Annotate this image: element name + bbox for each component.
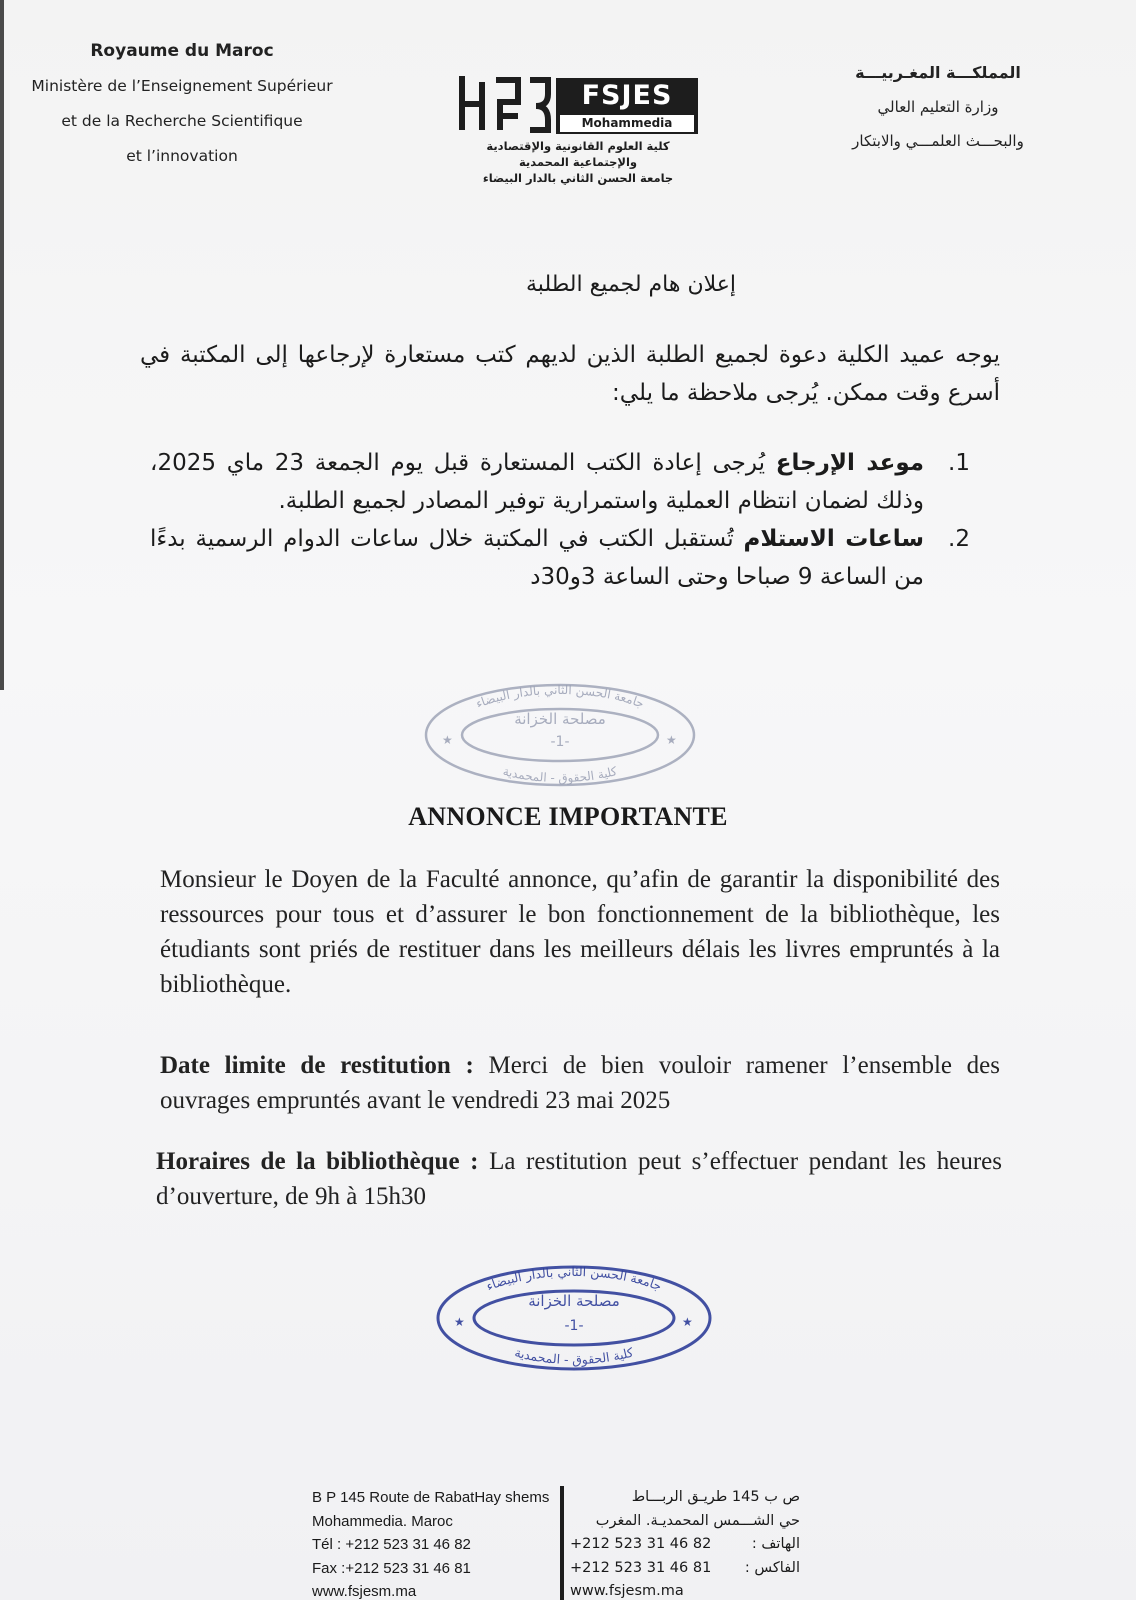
- hours-text: La restitution peut s’effectuer pendant les heures d’ouverture, de 9h à 15h30: [156, 1148, 1002, 1210]
- page-edge-shadow: [0, 0, 4, 690]
- footer-contact-fr: [312, 1486, 562, 1600]
- deadline-paragraph: [160, 1048, 1000, 1118]
- stamp-faded-number: -1-: [550, 734, 570, 750]
- ministry-line-1-ar: وزارة التعليم العالي: [877, 98, 999, 116]
- library-stamp-faded: [420, 680, 700, 790]
- footer-phone: Tél : +212 523 31 46 82: [312, 1536, 471, 1553]
- list-item-heading: موعد الإرجاع: [775, 450, 924, 476]
- list-item-number: 2.: [948, 526, 970, 552]
- stamp-faded-top-text: جامعة الحسن الثاني بالدار البيضاء: [473, 682, 647, 711]
- kingdom-name-ar: المملكـــة المغـربيـــة: [855, 63, 1021, 82]
- announcement-intro-ar: يوجه عميد الكلية دعوة لجميع الطلبة الذين لديهم كتب مستعارة لإرجاعها إلى المكتبة في أسرع وقت ممكن. يُرجى ملاحظة ما يلي:: [140, 342, 1000, 406]
- ministry-line-3-fr: et l’innovation: [126, 147, 238, 165]
- footer-website-link[interactable]: www.fsjesm.ma: [312, 1583, 417, 1600]
- stamp-faded-service: مصلحة الخزانة: [514, 710, 606, 728]
- faculty-acronym: FSJES: [581, 80, 673, 111]
- faculty-emblem-icon: [456, 76, 552, 134]
- footer-address-ar-line-2: حي الشـــمس المحمديـة. المغرب: [595, 1512, 800, 1529]
- announcement-title-fr: ANNONCE IMPORTANTE: [408, 802, 728, 831]
- faculty-name-ar-line-2: والإجتماعية المحمدية: [518, 155, 638, 169]
- stamp-faded-bottom-text: كلية الحقوق - المحمدية: [501, 764, 619, 786]
- ministry-line-2-fr: et de la Recherche Scientifique: [61, 112, 303, 130]
- stamp-star-icon: ★: [666, 733, 677, 747]
- footer-website-ar-link[interactable]: www.fsjesm.ma: [570, 1583, 684, 1599]
- stamp-number: -1-: [564, 1318, 584, 1334]
- footer-fax-ar: [570, 1557, 800, 1581]
- faculty-logo-box: [556, 78, 698, 134]
- deadline-label: Date limite de restitution :: [160, 1052, 474, 1079]
- list-item-number: 1.: [948, 450, 970, 476]
- faculty-name-ar: [456, 138, 700, 186]
- deadline-text: Merci de bien vouloir ramener l’ensemble des ouvrages empruntés avant le vendredi 23 mai 2025: [160, 1052, 1001, 1114]
- header-french: [22, 34, 342, 174]
- header-arabic: [838, 56, 1038, 158]
- list-item-text: يُرجى إعادة الكتب المستعارة قبل يوم الجمعة 23 ماي 2025، وذلك لضمان انتظام العملية واستمرارية توفير المصادر لجميع الطلبة.: [150, 450, 924, 514]
- library-stamp: [432, 1262, 716, 1374]
- ministry-line-1-fr: Ministère de l’Enseignement Supérieur: [31, 77, 333, 95]
- list-item-text: تُستقبل الكتب في المكتبة خلال ساعات الدوام الرسمية بدءًا من الساعة 9 صباحا وحتى الساعة 3و30د: [150, 526, 924, 590]
- faculty-name-ar-line-1: كلية العلوم القانونية والإقتصادية: [486, 139, 670, 153]
- hours-paragraph: [156, 1144, 1002, 1214]
- footer-divider: [560, 1486, 564, 1600]
- faculty-city: Mohammedia: [560, 115, 694, 132]
- list-item-heading: ساعات الاستلام: [743, 526, 925, 552]
- svg-text:جامعة الحسن الثاني بالدار البي: [484, 1264, 664, 1294]
- faculty-name-ar-line-3: جامعة الحسن الثاني بالدار البيضاء: [482, 171, 674, 185]
- svg-text:كلية الحقوق - المحمدية: [513, 1344, 635, 1368]
- svg-text:جامعة الحسن الثاني بالدار البي: [474, 683, 646, 711]
- hours-label: Horaires de la bibliothèque :: [156, 1148, 479, 1175]
- stamp-top-text: جامعة الحسن الثاني بالدار البيضاء: [483, 1263, 664, 1294]
- stamp-service: مصلحة الخزانة: [528, 1292, 620, 1310]
- kingdom-name-fr: Royaume du Maroc: [90, 41, 274, 61]
- faculty-logo: [456, 76, 706, 196]
- footer-address-line-1: B P 145 Route de RabatHay shems: [312, 1489, 550, 1506]
- footer-phone-ar-number: +212 523 31 46 82: [570, 1536, 712, 1552]
- list-item: [150, 520, 970, 596]
- footer-fax-ar-label: الفاكس :: [744, 1559, 800, 1576]
- announcement-list-ar: [150, 444, 970, 596]
- footer-address-line-2: Mohammedia. Maroc: [312, 1512, 453, 1530]
- stamp-bottom-text: كلية الحقوق - المحمدية: [513, 1344, 635, 1368]
- footer-phone-ar: [570, 1533, 800, 1557]
- stamp-star-icon: ★: [442, 733, 453, 747]
- announcement-title-ar: إعلان هام لجميع الطلبة: [526, 272, 736, 297]
- footer-phone-ar-label: الهاتف :: [751, 1536, 800, 1552]
- announcement-intro-fr: Monsieur le Doyen de la Faculté annonce, qu’afin de garantir la disponibilité des ressources pour tous et d’assurer le bon fonctionnement de la bibliothèque, les étudiants sont priés de restituer dans les meilleurs délais les livres empruntés à la bibliothèque.: [160, 866, 1000, 998]
- stamp-star-icon: ★: [454, 1315, 465, 1329]
- footer-address-ar-line-1: ص ب 145 طريـق الربـــاط: [631, 1489, 800, 1505]
- list-item: [150, 444, 970, 520]
- footer-contact-ar: [570, 1486, 800, 1600]
- ministry-line-2-ar: والبحـــث العلمـــي والابتكار: [852, 132, 1024, 150]
- footer-fax: Fax :+212 523 31 46 81: [312, 1559, 471, 1577]
- footer-fax-ar-number: +212 523 31 46 81: [570, 1559, 712, 1576]
- stamp-star-icon: ★: [682, 1315, 693, 1329]
